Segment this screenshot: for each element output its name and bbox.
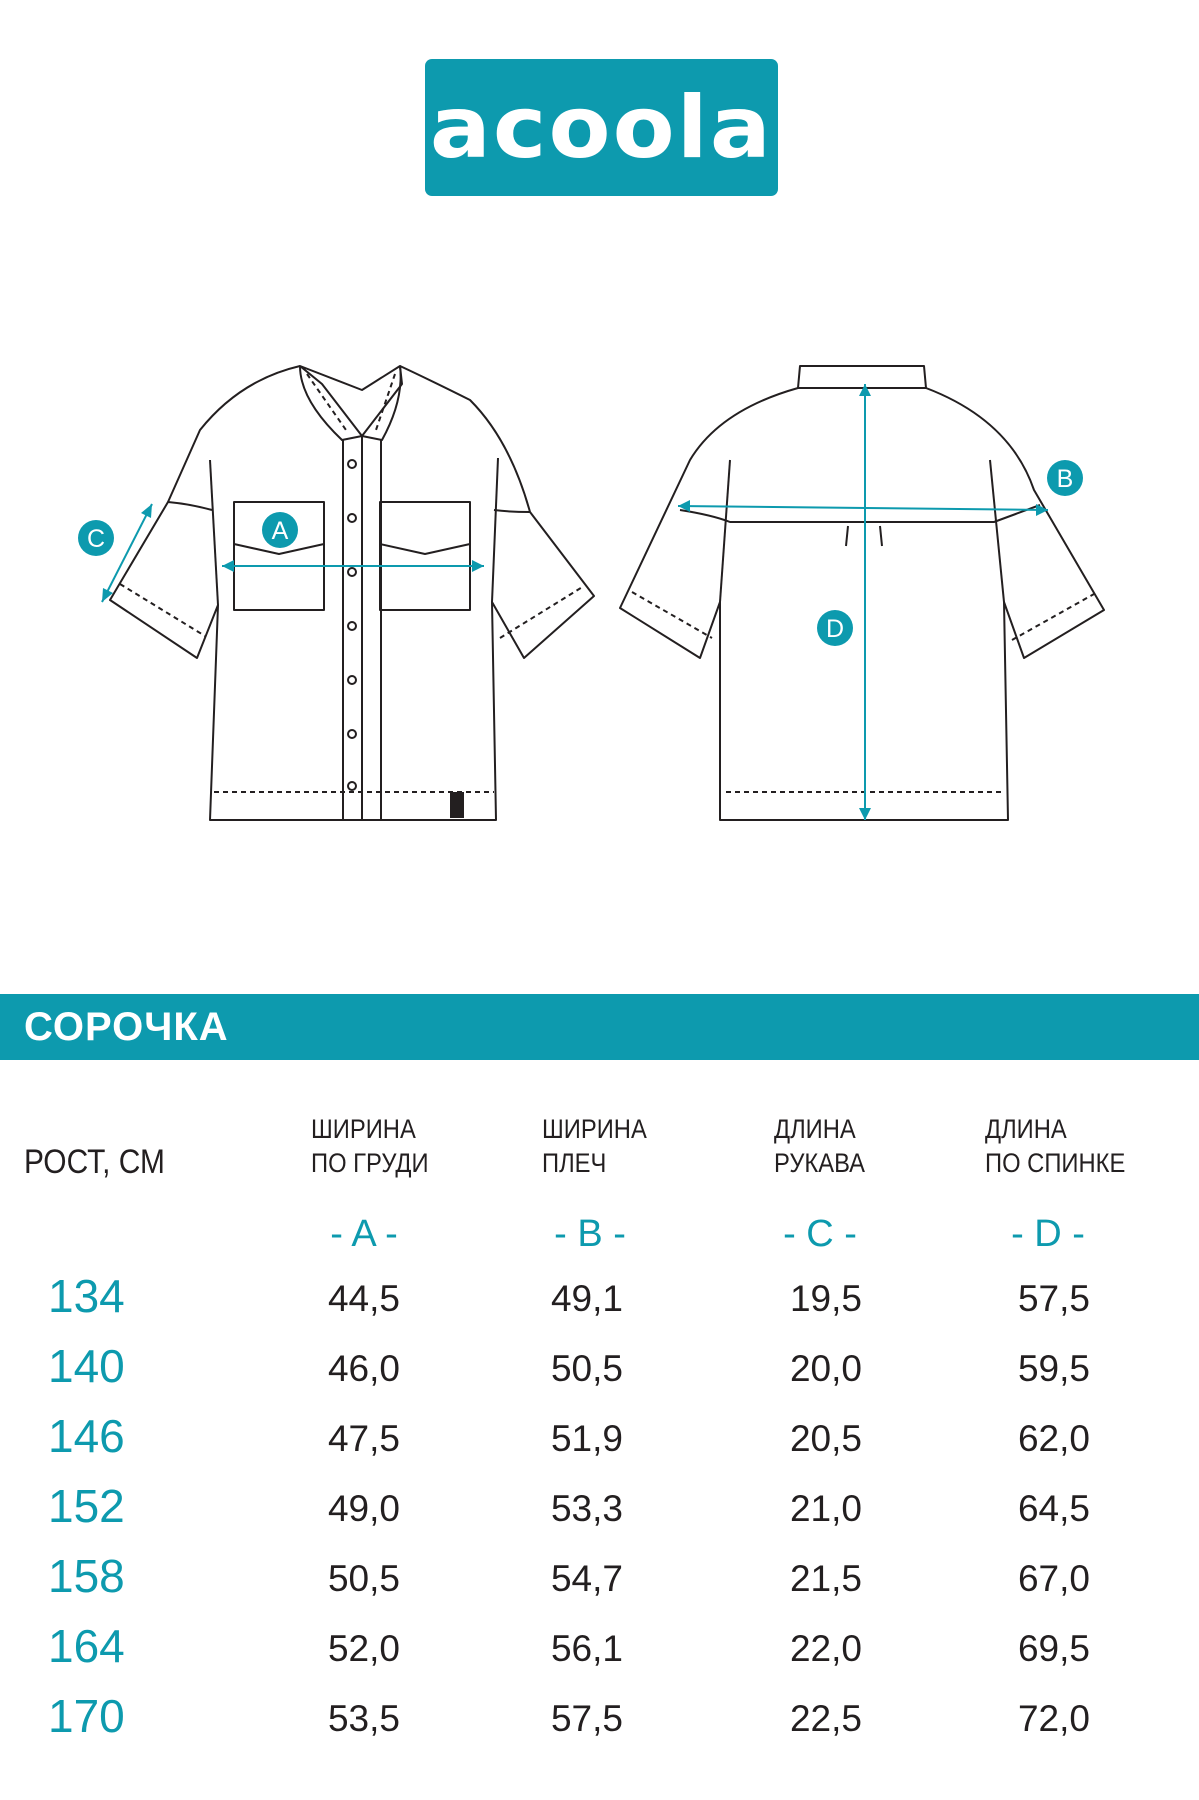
label-c: C [86, 525, 106, 553]
column-header-d-line2: ПО СПИНКЕ [985, 1148, 1126, 1178]
column-header-c-line2: РУКАВА [774, 1148, 866, 1178]
label-d: D [825, 615, 845, 643]
column-header-c [774, 1112, 865, 1180]
cell-a: 52,0 [327, 1628, 400, 1669]
column-header-a [311, 1112, 429, 1180]
brand-logo-text: acoola [429, 77, 774, 178]
cell-c: 22,5 [789, 1698, 862, 1739]
table-row [0, 1408, 1199, 1478]
column-header-b-line2: ПЛЕЧ [542, 1148, 607, 1178]
shirt-back-drawing [620, 366, 1104, 820]
cell-c: 21,5 [789, 1558, 862, 1599]
cell-d: 72,0 [1017, 1698, 1090, 1739]
cell-d: 67,0 [1017, 1558, 1090, 1599]
cell-b: 53,3 [550, 1488, 623, 1529]
row-height: 140 [48, 1340, 125, 1392]
shirt-diagram [0, 340, 1199, 840]
row-height: 152 [48, 1480, 125, 1532]
cell-c: 21,0 [789, 1488, 862, 1529]
table-row [0, 1688, 1199, 1758]
column-header-a-line2: ПО ГРУДИ [311, 1148, 429, 1178]
cell-b: 56,1 [550, 1628, 623, 1669]
cell-c: 20,0 [789, 1348, 862, 1389]
cell-b: 57,5 [550, 1698, 623, 1739]
cell-b: 50,5 [550, 1348, 623, 1389]
cell-d: 59,5 [1017, 1348, 1090, 1389]
column-letter-d: - D - [1011, 1213, 1085, 1255]
row-height: 170 [48, 1690, 125, 1742]
column-header-b [542, 1112, 647, 1180]
row-height: 164 [48, 1620, 125, 1672]
column-header-d [985, 1112, 1125, 1180]
column-letter-c: - C - [783, 1213, 857, 1255]
cell-a: 50,5 [327, 1558, 400, 1599]
section-banner [0, 994, 1199, 1060]
label-d-badge [817, 610, 853, 646]
table-row [0, 1618, 1199, 1688]
cell-c: 20,5 [789, 1418, 862, 1459]
table-row [0, 1268, 1199, 1338]
column-letter-a: - A - [330, 1213, 398, 1255]
section-title: СОРОЧКА [24, 1005, 229, 1049]
column-letter-b: - B - [554, 1213, 626, 1255]
cell-a: 49,0 [327, 1488, 400, 1529]
cell-b: 49,1 [550, 1278, 623, 1319]
shirt-front-drawing [110, 366, 594, 820]
column-header-c-line1: ДЛИНА [774, 1114, 856, 1144]
cell-a: 46,0 [327, 1348, 400, 1389]
label-c-badge [78, 520, 114, 556]
column-header-a-line1: ШИРИНА [311, 1114, 416, 1144]
cell-d: 62,0 [1017, 1418, 1090, 1459]
row-height: 134 [48, 1270, 125, 1322]
cell-b: 54,7 [550, 1558, 623, 1599]
cell-c: 19,5 [789, 1278, 862, 1319]
cell-a: 47,5 [327, 1418, 400, 1459]
label-b: B [1056, 465, 1074, 493]
cell-c: 22,0 [789, 1628, 862, 1669]
column-header-d-line1: ДЛИНА [985, 1114, 1067, 1144]
cell-d: 64,5 [1017, 1488, 1090, 1529]
table-row [0, 1338, 1199, 1408]
row-height: 158 [48, 1550, 125, 1602]
height-column-header: РОСТ, СМ [24, 1143, 165, 1181]
label-a: A [271, 517, 289, 545]
label-b-badge [1047, 460, 1083, 496]
cell-d: 69,5 [1017, 1628, 1090, 1669]
row-height: 146 [48, 1410, 125, 1462]
cell-a: 53,5 [327, 1698, 400, 1739]
table-row [0, 1478, 1199, 1548]
cell-b: 51,9 [550, 1418, 623, 1459]
label-a-badge [262, 512, 298, 548]
table-row [0, 1548, 1199, 1618]
column-header-b-line1: ШИРИНА [542, 1114, 647, 1144]
cell-d: 57,5 [1017, 1278, 1090, 1319]
cell-a: 44,5 [327, 1278, 400, 1319]
brand-logo [425, 59, 778, 196]
